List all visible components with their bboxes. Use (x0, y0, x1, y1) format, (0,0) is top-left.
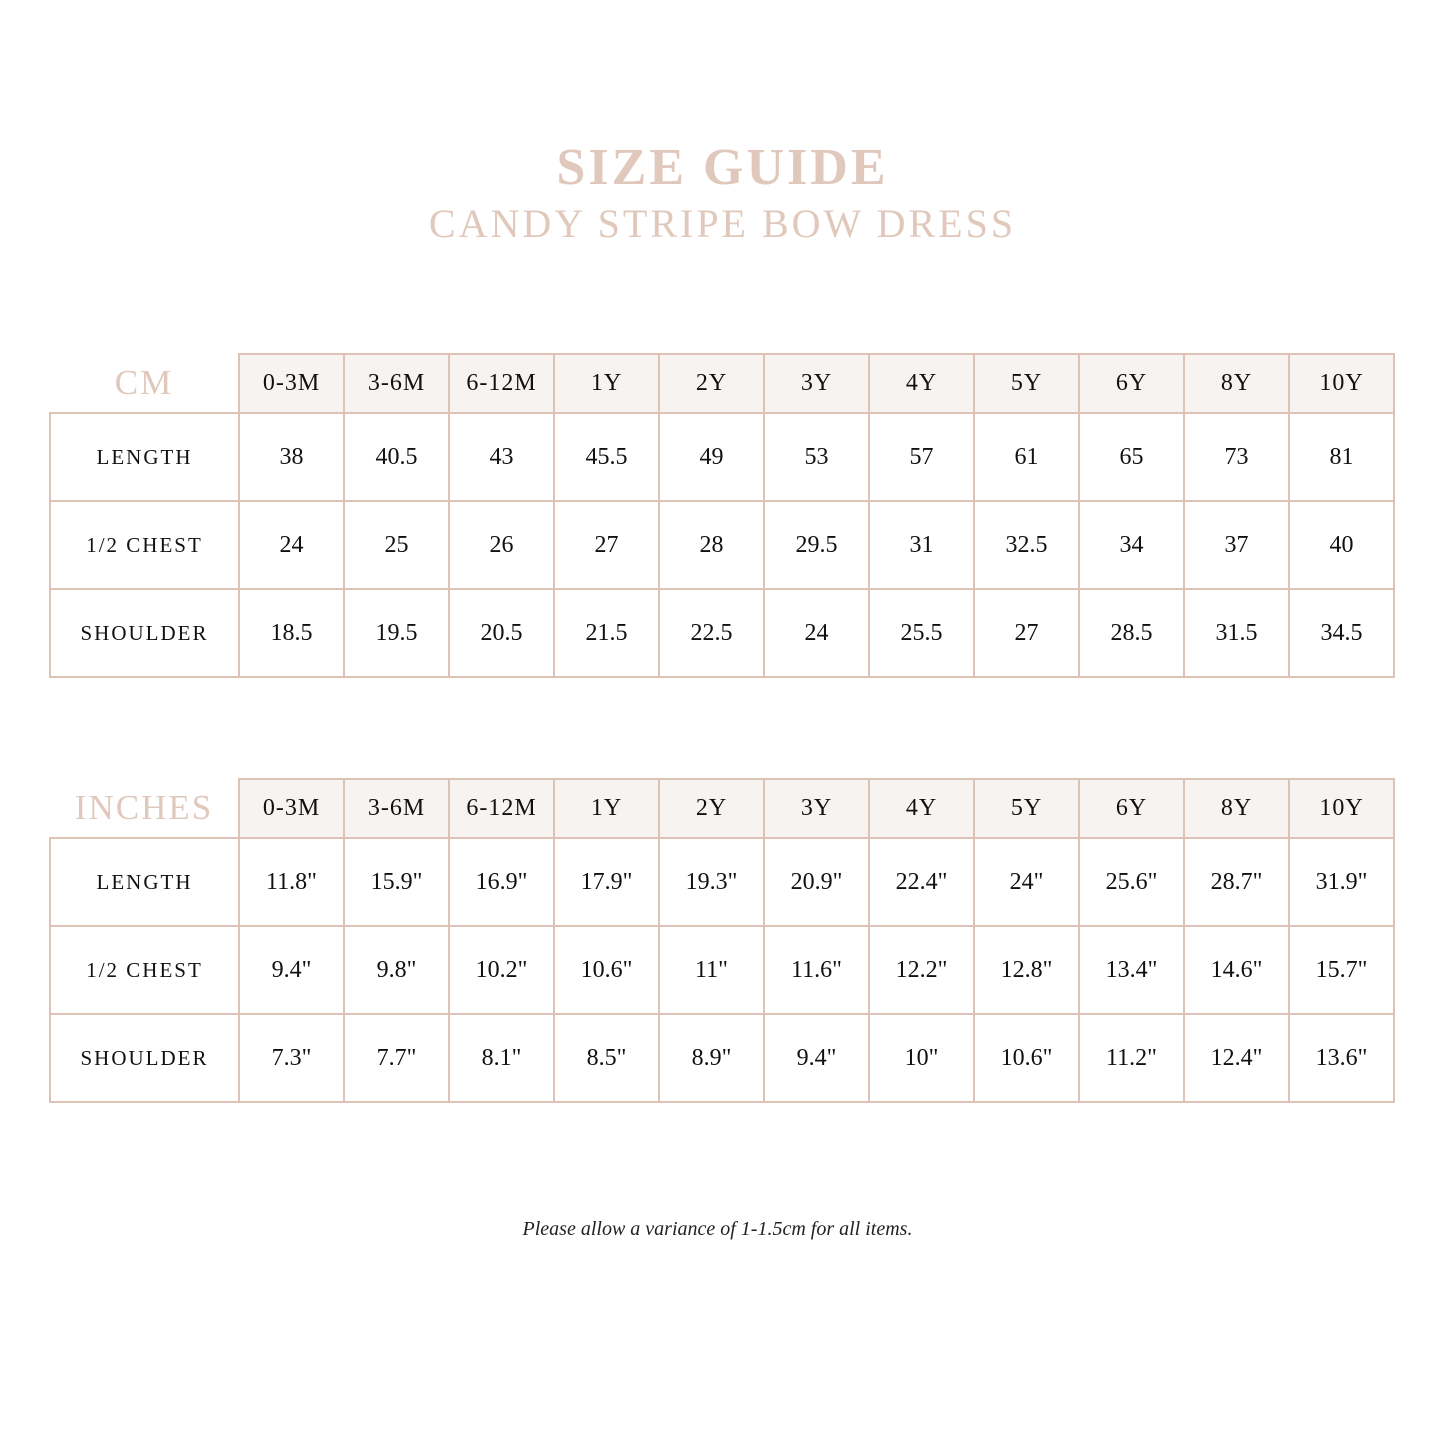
size-header-cell: 0-3M (239, 779, 344, 838)
size-table-inches (49, 778, 1395, 1103)
unit-label-cm: CM (50, 354, 239, 413)
measurement-cell: 40 (1289, 501, 1394, 589)
size-header-cell: 10Y (1289, 354, 1394, 413)
size-header-cell: 1Y (554, 354, 659, 413)
measurement-cell: 26 (449, 501, 554, 589)
measurement-cell: 24" (974, 838, 1079, 926)
measurement-cell: 13.6" (1289, 1014, 1394, 1102)
measurement-cell: 15.9" (344, 838, 449, 926)
size-header-cell: 10Y (1289, 779, 1394, 838)
size-header-row (50, 779, 1394, 838)
size-header-cell: 6Y (1079, 779, 1184, 838)
measurement-cell: 34.5 (1289, 589, 1394, 677)
unit-label-inches: INCHES (50, 779, 239, 838)
size-table-cm (49, 353, 1395, 678)
page-title: SIZE GUIDE (556, 139, 889, 196)
measurement-cell: 28.5 (1079, 589, 1184, 677)
measurement-cell: 9.4" (764, 1014, 869, 1102)
measurement-cell: 27 (554, 501, 659, 589)
measurement-cell: 45.5 (554, 413, 659, 501)
measurement-cell: 24 (239, 501, 344, 589)
measurement-cell: 25.6" (1079, 838, 1184, 926)
measurement-cell: 11" (659, 926, 764, 1014)
table-row (50, 926, 1394, 1014)
measurement-cell: 22.4" (869, 838, 974, 926)
row-label: SHOULDER (50, 1014, 239, 1102)
measurement-cell: 8.9" (659, 1014, 764, 1102)
measurement-cell: 21.5 (554, 589, 659, 677)
row-label: 1/2 CHEST (50, 501, 239, 589)
measurement-cell: 34 (1079, 501, 1184, 589)
row-label: LENGTH (50, 838, 239, 926)
measurement-cell: 61 (974, 413, 1079, 501)
measurement-cell: 31.5 (1184, 589, 1289, 677)
measurement-cell: 22.5 (659, 589, 764, 677)
row-label: SHOULDER (50, 589, 239, 677)
size-header-cell: 8Y (1184, 779, 1289, 838)
size-header-cell: 8Y (1184, 354, 1289, 413)
measurement-cell: 13.4" (1079, 926, 1184, 1014)
size-header-row (50, 354, 1394, 413)
table-body (50, 413, 1394, 677)
table-row (50, 1014, 1394, 1102)
measurement-cell: 19.3" (659, 838, 764, 926)
size-header-cell: 6-12M (449, 354, 554, 413)
measurement-cell: 43 (449, 413, 554, 501)
measurement-cell: 29.5 (764, 501, 869, 589)
row-label: 1/2 CHEST (50, 926, 239, 1014)
measurement-cell: 15.7" (1289, 926, 1394, 1014)
table-row (50, 838, 1394, 926)
measurement-cell: 25.5 (869, 589, 974, 677)
measurement-cell: 10.6" (554, 926, 659, 1014)
size-header-cell: 3Y (764, 779, 869, 838)
measurement-cell: 65 (1079, 413, 1184, 501)
measurement-cell: 27 (974, 589, 1079, 677)
measurement-cell: 7.7" (344, 1014, 449, 1102)
measurement-cell: 20.5 (449, 589, 554, 677)
table-body (50, 838, 1394, 1102)
measurement-cell: 12.8" (974, 926, 1079, 1014)
size-header-cell: 0-3M (239, 354, 344, 413)
measurement-cell: 14.6" (1184, 926, 1289, 1014)
row-label: LENGTH (50, 413, 239, 501)
measurement-cell: 40.5 (344, 413, 449, 501)
table-row (50, 413, 1394, 501)
size-header-cell: 5Y (974, 779, 1079, 838)
measurement-cell: 19.5 (344, 589, 449, 677)
measurement-cell: 10" (869, 1014, 974, 1102)
measurement-cell: 9.4" (239, 926, 344, 1014)
size-header-cell: 6Y (1079, 354, 1184, 413)
size-header-cell: 6-12M (449, 779, 554, 838)
measurement-cell: 38 (239, 413, 344, 501)
variance-note: Please allow a variance of 1-1.5cm for all items. (522, 1218, 913, 1240)
measurement-cell: 12.2" (869, 926, 974, 1014)
measurement-cell: 28 (659, 501, 764, 589)
size-header-cell: 4Y (869, 779, 974, 838)
measurement-cell: 7.3" (239, 1014, 344, 1102)
measurement-cell: 28.7" (1184, 838, 1289, 926)
measurement-cell: 31.9" (1289, 838, 1394, 926)
size-header-cell: 3-6M (344, 779, 449, 838)
size-header-cell: 2Y (659, 779, 764, 838)
size-header-cell: 3Y (764, 354, 869, 413)
table-row (50, 501, 1394, 589)
measurement-cell: 11.8" (239, 838, 344, 926)
measurement-cell: 32.5 (974, 501, 1079, 589)
measurement-cell: 18.5 (239, 589, 344, 677)
measurement-cell: 53 (764, 413, 869, 501)
measurement-cell: 31 (869, 501, 974, 589)
measurement-cell: 57 (869, 413, 974, 501)
measurement-cell: 11.6" (764, 926, 869, 1014)
size-header-cell: 1Y (554, 779, 659, 838)
measurement-cell: 8.5" (554, 1014, 659, 1102)
measurement-cell: 16.9" (449, 838, 554, 926)
measurement-cell: 81 (1289, 413, 1394, 501)
measurement-cell: 10.6" (974, 1014, 1079, 1102)
measurement-cell: 73 (1184, 413, 1289, 501)
table-row (50, 589, 1394, 677)
measurement-cell: 49 (659, 413, 764, 501)
measurement-cell: 11.2" (1079, 1014, 1184, 1102)
measurement-cell: 17.9" (554, 838, 659, 926)
size-header-cell: 5Y (974, 354, 1079, 413)
measurement-cell: 9.8" (344, 926, 449, 1014)
measurement-cell: 10.2" (449, 926, 554, 1014)
size-header-cell: 4Y (869, 354, 974, 413)
measurement-cell: 37 (1184, 501, 1289, 589)
size-header-cell: 2Y (659, 354, 764, 413)
measurement-cell: 25 (344, 501, 449, 589)
measurement-cell: 8.1" (449, 1014, 554, 1102)
measurement-cell: 24 (764, 589, 869, 677)
measurement-cell: 20.9" (764, 838, 869, 926)
size-header-cell: 3-6M (344, 354, 449, 413)
product-name: CANDY STRIPE BOW DRESS (428, 201, 1017, 246)
measurement-cell: 12.4" (1184, 1014, 1289, 1102)
